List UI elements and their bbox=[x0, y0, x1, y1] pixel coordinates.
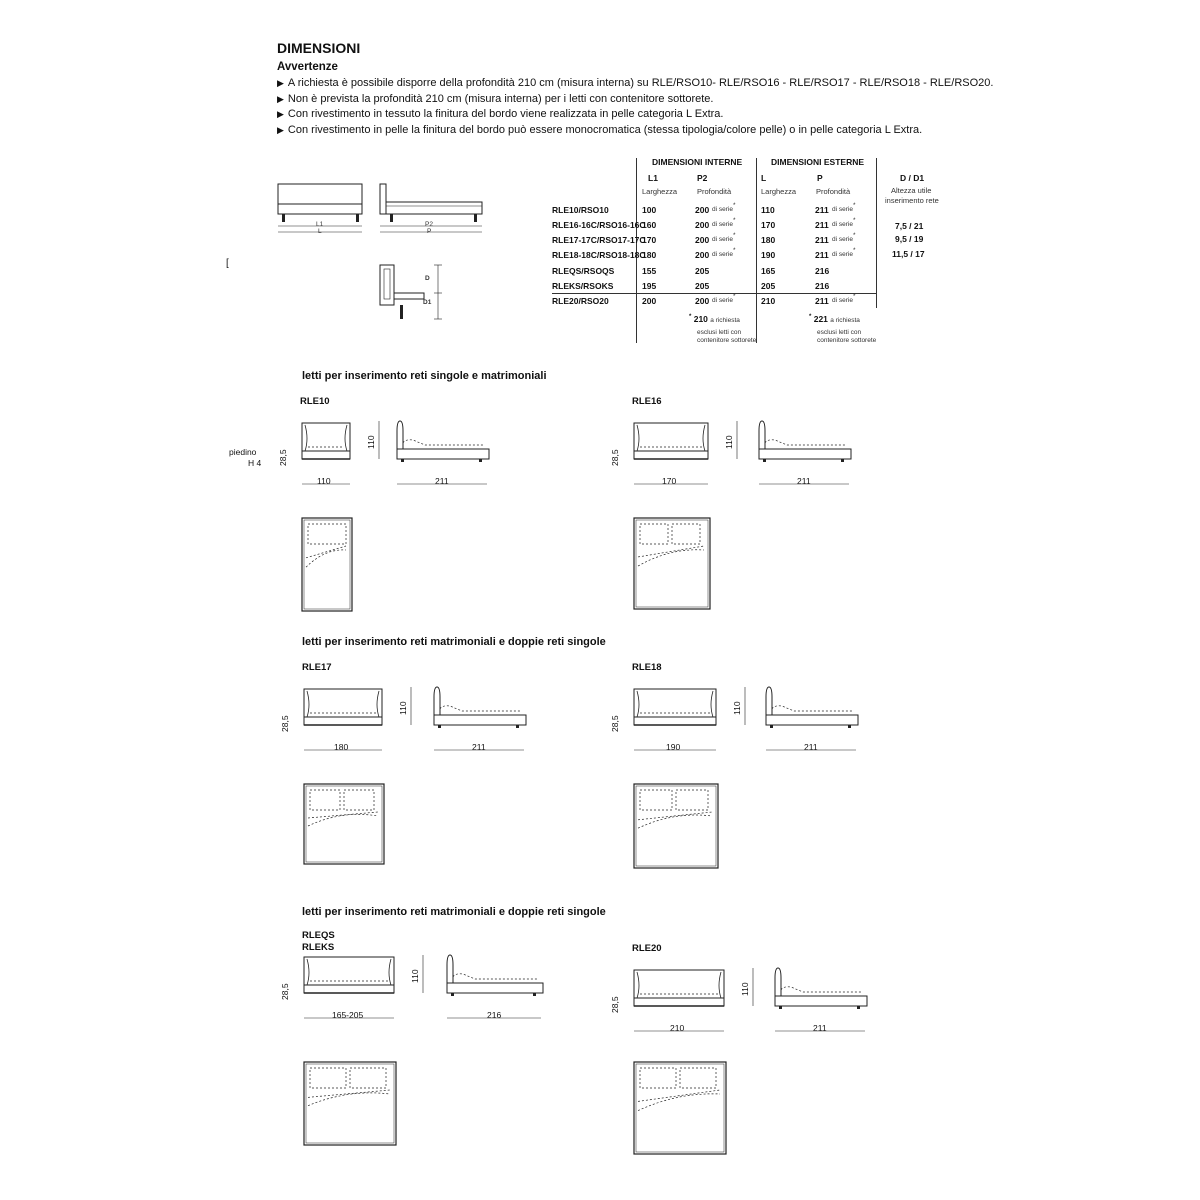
bed-side-view bbox=[395, 421, 517, 471]
table-p: 211 bbox=[815, 235, 829, 245]
table-p-note: di serie bbox=[832, 206, 853, 213]
height-dimension: 110 bbox=[366, 435, 376, 449]
base-height-dimension: 28,5 bbox=[610, 715, 620, 732]
col-p2: P2 bbox=[697, 173, 708, 183]
dimension-line bbox=[744, 687, 748, 727]
col-dd1: D / D1 bbox=[900, 173, 925, 183]
bed-top-view bbox=[632, 516, 714, 613]
table-p2: 200 bbox=[695, 250, 710, 260]
table-p: 211 bbox=[815, 250, 829, 260]
table-l: 180 bbox=[761, 235, 776, 245]
asterisk-icon: * bbox=[853, 247, 856, 254]
label-p: P bbox=[427, 228, 432, 235]
table-p2-note: di serie bbox=[712, 206, 733, 213]
table-p-note: di serie bbox=[832, 251, 853, 258]
label-l: L bbox=[318, 228, 322, 235]
asterisk-icon: * bbox=[733, 232, 736, 239]
col-l: L bbox=[761, 173, 767, 183]
table-l: 190 bbox=[761, 250, 776, 260]
asterisk-icon: * bbox=[853, 202, 856, 209]
model-name: RLEKS bbox=[302, 942, 335, 953]
width-dimension: 210 bbox=[670, 1023, 685, 1033]
table-p: 211 bbox=[815, 205, 829, 215]
section-heading: letti per inserimento reti singole e matrimoniali bbox=[302, 370, 547, 382]
asterisk-icon: * bbox=[853, 293, 856, 300]
warning-item: ▶ Non è prevista la profondità 210 cm (misura interna) per i letti con contenitore sottorete. bbox=[277, 92, 993, 108]
table-l: 205 bbox=[761, 281, 776, 291]
table-l1: 160 bbox=[642, 220, 657, 230]
warnings-heading: Avvertenze bbox=[277, 61, 338, 73]
asterisk-icon: * bbox=[853, 217, 856, 224]
bracket-mark-icon: [ bbox=[226, 258, 229, 269]
table-p-note: di serie bbox=[832, 297, 853, 304]
table-l1: 200 bbox=[642, 296, 657, 306]
table-p: 216 bbox=[815, 281, 830, 291]
foot-int-note2: contenitore sottorete bbox=[697, 337, 757, 344]
bed-front-view bbox=[300, 421, 354, 471]
model-name: RLE20 bbox=[632, 943, 662, 954]
table-p: 216 bbox=[815, 266, 830, 276]
col-p2-sub: Profondità bbox=[697, 187, 732, 196]
foot-value: H 4 bbox=[248, 458, 262, 468]
warnings-list bbox=[277, 76, 993, 138]
table-p-note: di serie bbox=[832, 236, 853, 243]
foot-ext-note2: contenitore sottorete bbox=[817, 337, 877, 344]
table-p2: 205 bbox=[695, 266, 710, 276]
asterisk-icon: * bbox=[733, 247, 736, 254]
bed-top-view bbox=[632, 1060, 730, 1158]
table-p: 211 bbox=[815, 220, 829, 230]
dd1-value: 11,5 / 17 bbox=[892, 249, 925, 259]
model-name: RLEQS bbox=[302, 930, 335, 941]
col-p-sub: Profondità bbox=[816, 187, 851, 196]
depth-dimension: 211 bbox=[813, 1023, 827, 1033]
table-p2: 205 bbox=[695, 281, 710, 291]
depth-dimension: 211 bbox=[804, 742, 818, 752]
col-l-sub: Larghezza bbox=[761, 187, 797, 196]
base-height-dimension: 28,5 bbox=[610, 449, 620, 466]
table-l: 165 bbox=[761, 266, 776, 276]
dimension-line bbox=[422, 955, 426, 995]
bed-front-view bbox=[632, 968, 728, 1018]
table-p2-note: di serie bbox=[712, 236, 733, 243]
bed-top-view bbox=[302, 1060, 400, 1149]
table-p-note: di serie bbox=[832, 221, 853, 228]
table-model: RLE20/RSO20 bbox=[552, 296, 609, 306]
triangle-bullet-icon: ▶ bbox=[277, 124, 284, 135]
height-dimension: 110 bbox=[724, 435, 734, 449]
dd1-value: 7,5 / 21 bbox=[895, 221, 924, 231]
table-model: RLEKS/RSOKS bbox=[552, 281, 614, 291]
height-dimension: 110 bbox=[732, 701, 742, 715]
label-l1: L1 bbox=[316, 221, 324, 228]
asterisk-icon: * bbox=[733, 217, 736, 224]
model-name: RLE17 bbox=[302, 662, 332, 673]
depth-dimension: 211 bbox=[472, 742, 486, 752]
table-model: RLEQS/RSOQS bbox=[552, 266, 615, 276]
col-l1: L1 bbox=[648, 173, 658, 183]
model-name: RLE16 bbox=[632, 396, 662, 407]
foot-ext-value: * 221 a richiesta bbox=[809, 314, 860, 324]
section-heading: letti per inserimento reti matrimoniali e doppie reti singole bbox=[302, 906, 606, 918]
table-p2: 200 bbox=[695, 296, 710, 306]
table-model: RLE10/RSO10 bbox=[552, 205, 609, 215]
depth-dimension: 211 bbox=[797, 476, 811, 486]
asterisk-icon: * bbox=[733, 293, 736, 300]
group-external: DIMENSIONI ESTERNE bbox=[771, 157, 865, 167]
width-dimension: 170 bbox=[662, 476, 677, 486]
triangle-bullet-icon: ▶ bbox=[277, 78, 284, 88]
table-model: RLE18-18C/RSO18-18C bbox=[552, 250, 646, 260]
page-title: DIMENSIONI bbox=[277, 40, 361, 56]
bed-front-view bbox=[632, 687, 720, 737]
base-height-dimension: 28,5 bbox=[278, 449, 288, 466]
bed-side-view bbox=[757, 421, 879, 471]
base-height-dimension: 28,5 bbox=[280, 983, 290, 1000]
bed-side-view bbox=[432, 687, 554, 737]
model-name: RLE10 bbox=[300, 396, 330, 407]
table-p2-note: di serie bbox=[712, 251, 733, 258]
col-dd1-sub2: inserimento rete bbox=[885, 196, 939, 205]
model-name: RLE18 bbox=[632, 662, 662, 673]
bed-front-view bbox=[302, 955, 398, 1005]
bed-side-view bbox=[445, 955, 571, 1005]
warning-item: ▶ A richiesta è possibile disporre della profondità 210 cm (misura interna) su RLE/RSO10- RLE/RSO16 - RLE/RSO17 - RLE/RSO18 - RLE/RSO20. bbox=[277, 76, 993, 92]
foot-ext-note1: esclusi letti con bbox=[817, 329, 862, 336]
bed-front-view bbox=[302, 687, 386, 737]
width-dimension: 165-205 bbox=[332, 1010, 364, 1020]
triangle-bullet-icon: ▶ bbox=[277, 109, 284, 119]
asterisk-icon: * bbox=[853, 232, 856, 239]
label-p2: P2 bbox=[425, 221, 433, 228]
height-dimension: 110 bbox=[740, 982, 750, 996]
bed-front-view bbox=[632, 421, 712, 471]
table-l: 110 bbox=[761, 205, 775, 215]
bed-side-view bbox=[764, 687, 886, 737]
foot-label: piedino bbox=[229, 447, 257, 457]
triangle-bullet-icon: ▶ bbox=[277, 93, 284, 104]
dimension-line bbox=[736, 421, 740, 461]
table-p2-note: di serie bbox=[712, 297, 733, 304]
col-p: P bbox=[817, 173, 823, 183]
foot-int-value: * 210 a richiesta bbox=[689, 314, 740, 324]
foot-int-note1: esclusi letti con bbox=[697, 329, 742, 336]
table-p2-note: di serie bbox=[712, 221, 733, 228]
bed-top-view bbox=[300, 516, 356, 615]
table-p: 211 bbox=[815, 296, 829, 306]
dimension-line bbox=[752, 968, 756, 1008]
height-dimension: 110 bbox=[410, 969, 420, 983]
table-l1: 155 bbox=[642, 266, 657, 276]
table-l1: 180 bbox=[642, 250, 657, 260]
asterisk-icon: * bbox=[733, 202, 736, 209]
schematic-side-view bbox=[378, 182, 488, 237]
base-height-dimension: 28,5 bbox=[610, 996, 620, 1013]
depth-dimension: 211 bbox=[435, 476, 449, 486]
base-height-dimension: 28,5 bbox=[280, 715, 290, 732]
label-d: D bbox=[425, 275, 430, 282]
bed-top-view bbox=[302, 782, 388, 868]
schematic-section-view bbox=[378, 263, 448, 323]
table-p2: 200 bbox=[695, 205, 710, 215]
table-l1: 170 bbox=[642, 235, 657, 245]
dimension-line bbox=[378, 421, 382, 461]
table-l: 210 bbox=[761, 296, 776, 306]
table-p2: 200 bbox=[695, 235, 710, 245]
col-l1-sub: Larghezza bbox=[642, 187, 678, 196]
table-l: 170 bbox=[761, 220, 776, 230]
width-dimension: 180 bbox=[334, 742, 349, 752]
dd1-value: 9,5 / 19 bbox=[895, 234, 924, 244]
height-dimension: 110 bbox=[398, 701, 408, 715]
table-model: RLE17-17C/RSO17-17C bbox=[552, 235, 646, 245]
col-dd1-sub1: Altezza utile bbox=[891, 186, 932, 195]
bed-side-view bbox=[773, 968, 895, 1018]
table-l1: 100 bbox=[642, 205, 657, 215]
width-dimension: 190 bbox=[666, 742, 681, 752]
table-l1: 195 bbox=[642, 281, 657, 291]
warning-item: ▶ Con rivestimento in tessuto la finitura del bordo viene realizzata in pelle categoria L Extra. bbox=[277, 107, 993, 123]
label-d1: D1 bbox=[423, 299, 432, 306]
dimension-line bbox=[410, 687, 414, 727]
depth-dimension: 216 bbox=[487, 1010, 502, 1020]
table-p2: 200 bbox=[695, 220, 710, 230]
table-model: RLE16-16C/RSO16-16C bbox=[552, 220, 646, 230]
section-heading: letti per inserimento reti matrimoniali e doppie reti singole bbox=[302, 636, 606, 648]
bed-top-view bbox=[632, 782, 722, 872]
group-internal: DIMENSIONI INTERNE bbox=[652, 157, 743, 167]
warning-item: ▶ Con rivestimento in pelle la finitura del bordo può essere monocromatica (stessa tipologia/colore pelle) o in pelle categoria L Extra. bbox=[277, 123, 993, 139]
width-dimension: 110 bbox=[317, 476, 331, 486]
